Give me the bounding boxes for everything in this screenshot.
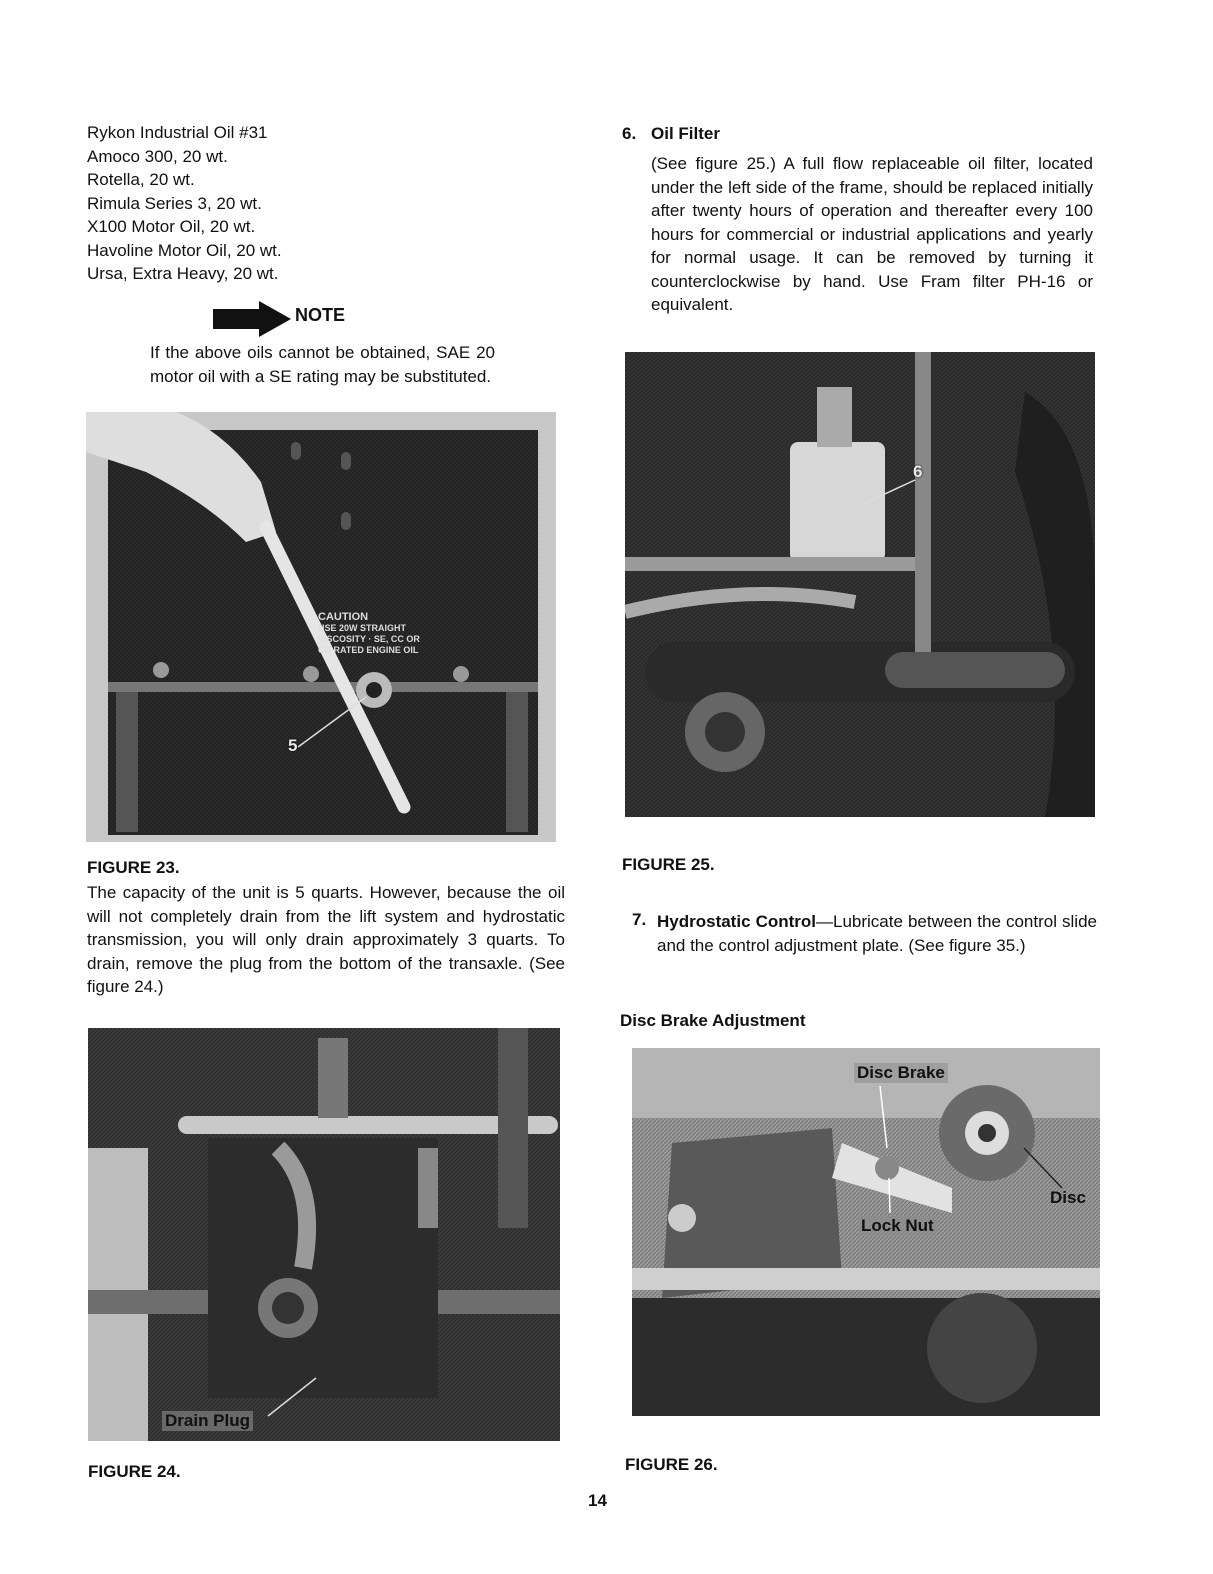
- figure-24-callout: Drain Plug: [162, 1411, 253, 1431]
- oil-item: Rykon Industrial Oil #31: [87, 123, 268, 142]
- capacity-paragraph: The capacity of the unit is 5 quarts. However, because the oil will not completely drain from the lift system and hydrostatic transmission, you will only drain approximately 3 quarts. To drain, remove the plug from the bottom of the transaxle. (See figure 24.): [87, 883, 565, 996]
- figure-24-caption: FIGURE 24.: [88, 1462, 181, 1481]
- figure-25-caption: FIGURE 25.: [622, 855, 715, 874]
- page-number: 14: [588, 1491, 607, 1510]
- item-6-title: Oil Filter: [651, 124, 720, 143]
- note-text: If the above oils cannot be obtained, SAE 20 motor oil with a SE rating may be substituted.: [150, 343, 495, 386]
- figure-26-callout-disc: Disc: [1050, 1188, 1086, 1207]
- note-label: NOTE: [295, 305, 346, 325]
- figure-26-callout-disc-brake: Disc Brake: [854, 1063, 948, 1083]
- oil-list: [87, 121, 387, 286]
- caution-sticker: [318, 612, 428, 656]
- figure-26-callout-lock-nut: Lock Nut: [858, 1216, 937, 1236]
- figure-25-callout: 6: [913, 462, 923, 481]
- figure-23-callout: 5: [288, 736, 298, 755]
- item-7-text: —Lubricate between the control slide and the control adjustment plate. (See figure 35.): [657, 912, 1097, 955]
- item-7-number: 7.: [632, 910, 647, 929]
- disc-brake-heading: Disc Brake Adjustment: [620, 1011, 806, 1030]
- figure-26-photo: [632, 1048, 1100, 1416]
- oil-item: Amoco 300, 20 wt.: [87, 146, 228, 166]
- figure-25-photo: [625, 352, 1095, 817]
- oil-item: Rimula Series 3, 20 wt.: [87, 193, 262, 213]
- note-arrow-icon: [213, 301, 291, 342]
- item-7-paragraph: [657, 910, 1097, 957]
- figure-23-photo: [86, 412, 556, 842]
- item-6-number: 6.: [622, 124, 637, 143]
- caution-sticker-line: VISCOSITY · SE, CC OR: [318, 634, 420, 644]
- caution-sticker-line: CD RATED ENGINE OIL: [318, 645, 419, 655]
- caution-sticker-title: CAUTION: [318, 611, 369, 623]
- oil-item: Rotella, 20 wt.: [87, 170, 195, 189]
- caution-sticker-line: USE 20W STRAIGHT: [318, 623, 407, 633]
- item-7-title: Hydrostatic Control: [657, 912, 816, 931]
- item-6-text: (See figure 25.) A full flow replaceable oil filter, located under the left side of the frame, should be replaced initially after twenty hours of operation and thereafter every 100 hours for commercial or industrial applications and yearly for normal usage. It can be removed by turning it counterclockwise by hand. Use Fram filter PH-16 or equivalent.: [651, 154, 1093, 314]
- figure-26-caption: FIGURE 26.: [625, 1455, 718, 1474]
- oil-item: Havoline Motor Oil, 20 wt.: [87, 240, 282, 260]
- figure-24-photo: [88, 1028, 560, 1441]
- oil-item: X100 Motor Oil, 20 wt.: [87, 217, 256, 236]
- figure-23-caption: FIGURE 23.: [87, 858, 180, 877]
- oil-item: Ursa, Extra Heavy, 20 wt.: [87, 264, 279, 283]
